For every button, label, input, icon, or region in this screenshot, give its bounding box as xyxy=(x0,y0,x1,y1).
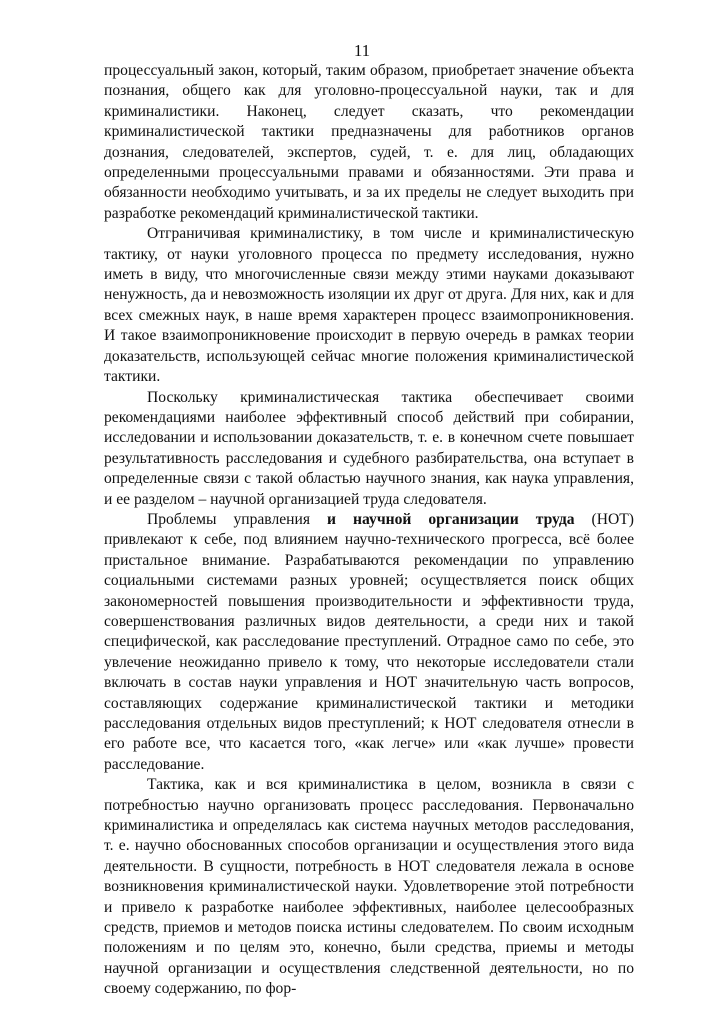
paragraph: процессуальный закон, который, таким образом, приобретает значение объекта познания, общего как для уголовно-процессуальной науки, так и для криминалистики. Наконец, следует сказать, что рекомендации криминалистической тактики предназначены для работников органов дознания, следователей, экспертов, судей, т. е. для лиц, обладающих определенными процессуальными правами и обязанностями. Эти права и обязанности необходимо учитывать, и за их пределы не следует выходить при разработке рекомендаций криминалистической тактики. xyxy=(104,62,634,222)
paragraph: Отграничивая криминалистику, в том числе и криминалистическую тактику, от науки уголовного процесса по предмету исследования, нужно иметь в виду, что многочисленные связи между этими науками доказывают ненужность, да и невозможность изоляции их друг от друга. Для них, как и для всех смежных наук, в наше время характерен процесс взаимопроникновения. И такое взаимопроникновение происходит в первую очередь в рамках теории доказательств, использующей сейчас многие положения криминалистической тактики. xyxy=(104,225,634,386)
paragraph xyxy=(104,510,634,775)
body-text xyxy=(104,61,634,1000)
bold-phrase: и научной организации труда xyxy=(327,510,575,528)
paragraph: Поскольку криминалистическая тактика обеспечивает своими рекомендациями наиболее эффективный способ действий при собирании, исследовании и использовании доказательств, т. е. в конечном счете повышает результативность расследования и судебного разбирательства, она вступает в определенные связи с такой областью научного знания, как наука управления, и ее разделом – научной организацией труда следователя. xyxy=(104,388,634,508)
paragraph-text-end: (НОТ) привлекают к себе, под влиянием научно-технического прогресса, всё более пристальное внимание. Разрабатываются рекомендации по управлению социальными системами разных уровней; осуществляется поиск общих закономерностей повышения производительности и эффективности труда, совершенствования различных видов деятельности, а среди них и такой специфической, как расследование преступлений. Отрадное само по себе, это увлечение неожиданно привело к тому, что некоторые исследователи стали включать в состав науки управления и НОТ значительную часть вопросов, составляющих содержание криминалистической тактики и методики расследования отдельных видов преступлений; к НОТ следователя отнесли в его работе все, что касается того, «как легче» или «как лучше» провести расследование. xyxy=(104,510,634,773)
paragraph: Тактика, как и вся криминалистика в целом, возникла в связи с потребностью научно организовать процесс расследования. Первоначально криминалистика и определялась как система научных методов расследования, т. е. научно обоснованных способов организации и осуществления этого вида деятельности. В сущности, потребность в НОТ следователя лежала в основе возникновения криминалистической науки. Удовлетворение этой потребности и привело к разработке наиболее эффективных, наиболее целесообразных средств, приемов и методов поиска истины следователем. По своим исходным положениям и по целям это, конечно, были средства, приемы и методы научной организации и осуществления следственной деятельности, но по своему содержанию, по фор- xyxy=(104,776,634,998)
paragraph-text-start: Проблемы управления xyxy=(147,510,328,528)
page-number: 11 xyxy=(353,41,371,60)
